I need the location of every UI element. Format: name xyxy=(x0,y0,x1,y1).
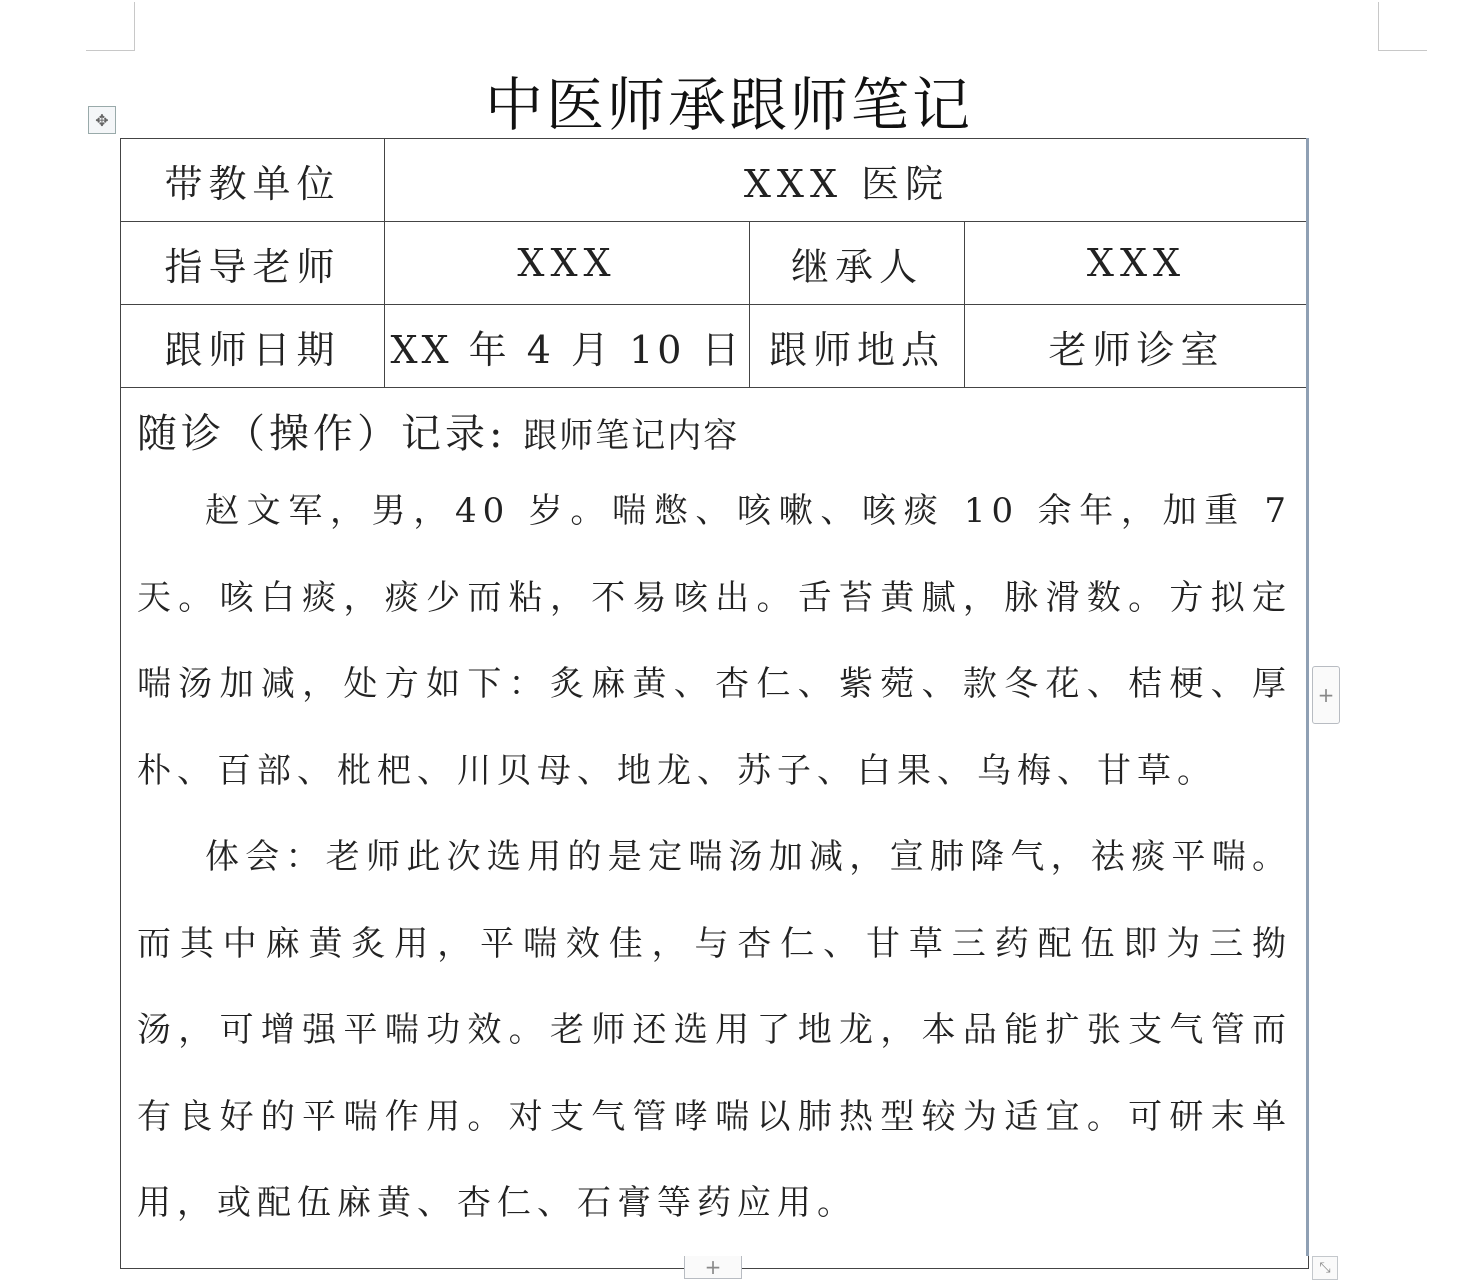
label-cell-location[interactable]: 跟师地点 xyxy=(750,305,965,388)
record-heading-sub: 跟师笔记内容 xyxy=(523,416,740,456)
add-column-button[interactable] xyxy=(1312,666,1340,724)
reflection-paragraph: 体会：老师此次选用的是定喘汤加减，宣肺降气，祛痰平喘。而其中麻黄炙用，平喘效佳，与杏仁、甘草三药配伍即为三拗汤，可增强平喘功效。老师还选用了地龙，本品能扩张支气管而有良好的平喘作用。对支气管哮喘以肺热型较为适宜。可研末单用，或配伍麻黄、杏仁、石膏等药应用。 xyxy=(137,837,1292,1223)
add-row-button[interactable] xyxy=(684,1256,742,1279)
document-title: 中医师承跟师笔记 xyxy=(484,71,973,139)
resize-icon: ⤡ xyxy=(1319,1260,1331,1276)
value-cell-location[interactable]: 老师诊室 xyxy=(965,305,1309,388)
record-heading-label: 随诊（操作）记录: xyxy=(137,411,507,457)
value-cell-teaching-unit[interactable]: XXX 医院 xyxy=(385,139,1309,222)
table-resize-handle[interactable] xyxy=(1312,1256,1338,1280)
label-cell-instructor[interactable]: 指导老师 xyxy=(121,222,385,305)
move-icon: ✥ xyxy=(95,110,109,130)
label-cell-successor[interactable]: 继承人 xyxy=(750,222,965,305)
table-move-handle[interactable] xyxy=(88,106,116,134)
table-row xyxy=(121,388,1309,1269)
page-corner-mark xyxy=(86,2,135,51)
table-selection-edge xyxy=(1306,138,1309,1256)
table-row xyxy=(121,305,1309,388)
value-cell-instructor[interactable]: XXX xyxy=(385,222,750,305)
table-row xyxy=(121,139,1309,222)
record-content-cell[interactable] xyxy=(121,388,1309,1269)
plus-icon: + xyxy=(704,1255,722,1279)
value-cell-successor[interactable]: XXX xyxy=(965,222,1309,305)
record-table xyxy=(120,138,1309,1269)
table-row xyxy=(121,222,1309,305)
record-heading xyxy=(137,406,1292,464)
plus-icon: + xyxy=(1317,683,1335,707)
case-paragraph: 赵文军，男，40 岁。喘憋、咳嗽、咳痰 10 余年，加重 7 天。咳白痰，痰少而粘，不易咳出。舌苔黄腻，脉滑数。方拟定喘汤加减，处方如下：炙麻黄、杏仁、紫菀、款冬花、桔梗、厚朴、百部、枇杷、川贝母、地龙、苏子、白果、乌梅、甘草。 xyxy=(137,491,1292,791)
label-cell-teaching-unit[interactable]: 带教单位 xyxy=(121,139,385,222)
page-corner-mark xyxy=(1378,2,1427,51)
value-cell-date[interactable]: XX 年 4 月 10 日 xyxy=(385,305,750,388)
label-cell-date[interactable]: 跟师日期 xyxy=(121,305,385,388)
